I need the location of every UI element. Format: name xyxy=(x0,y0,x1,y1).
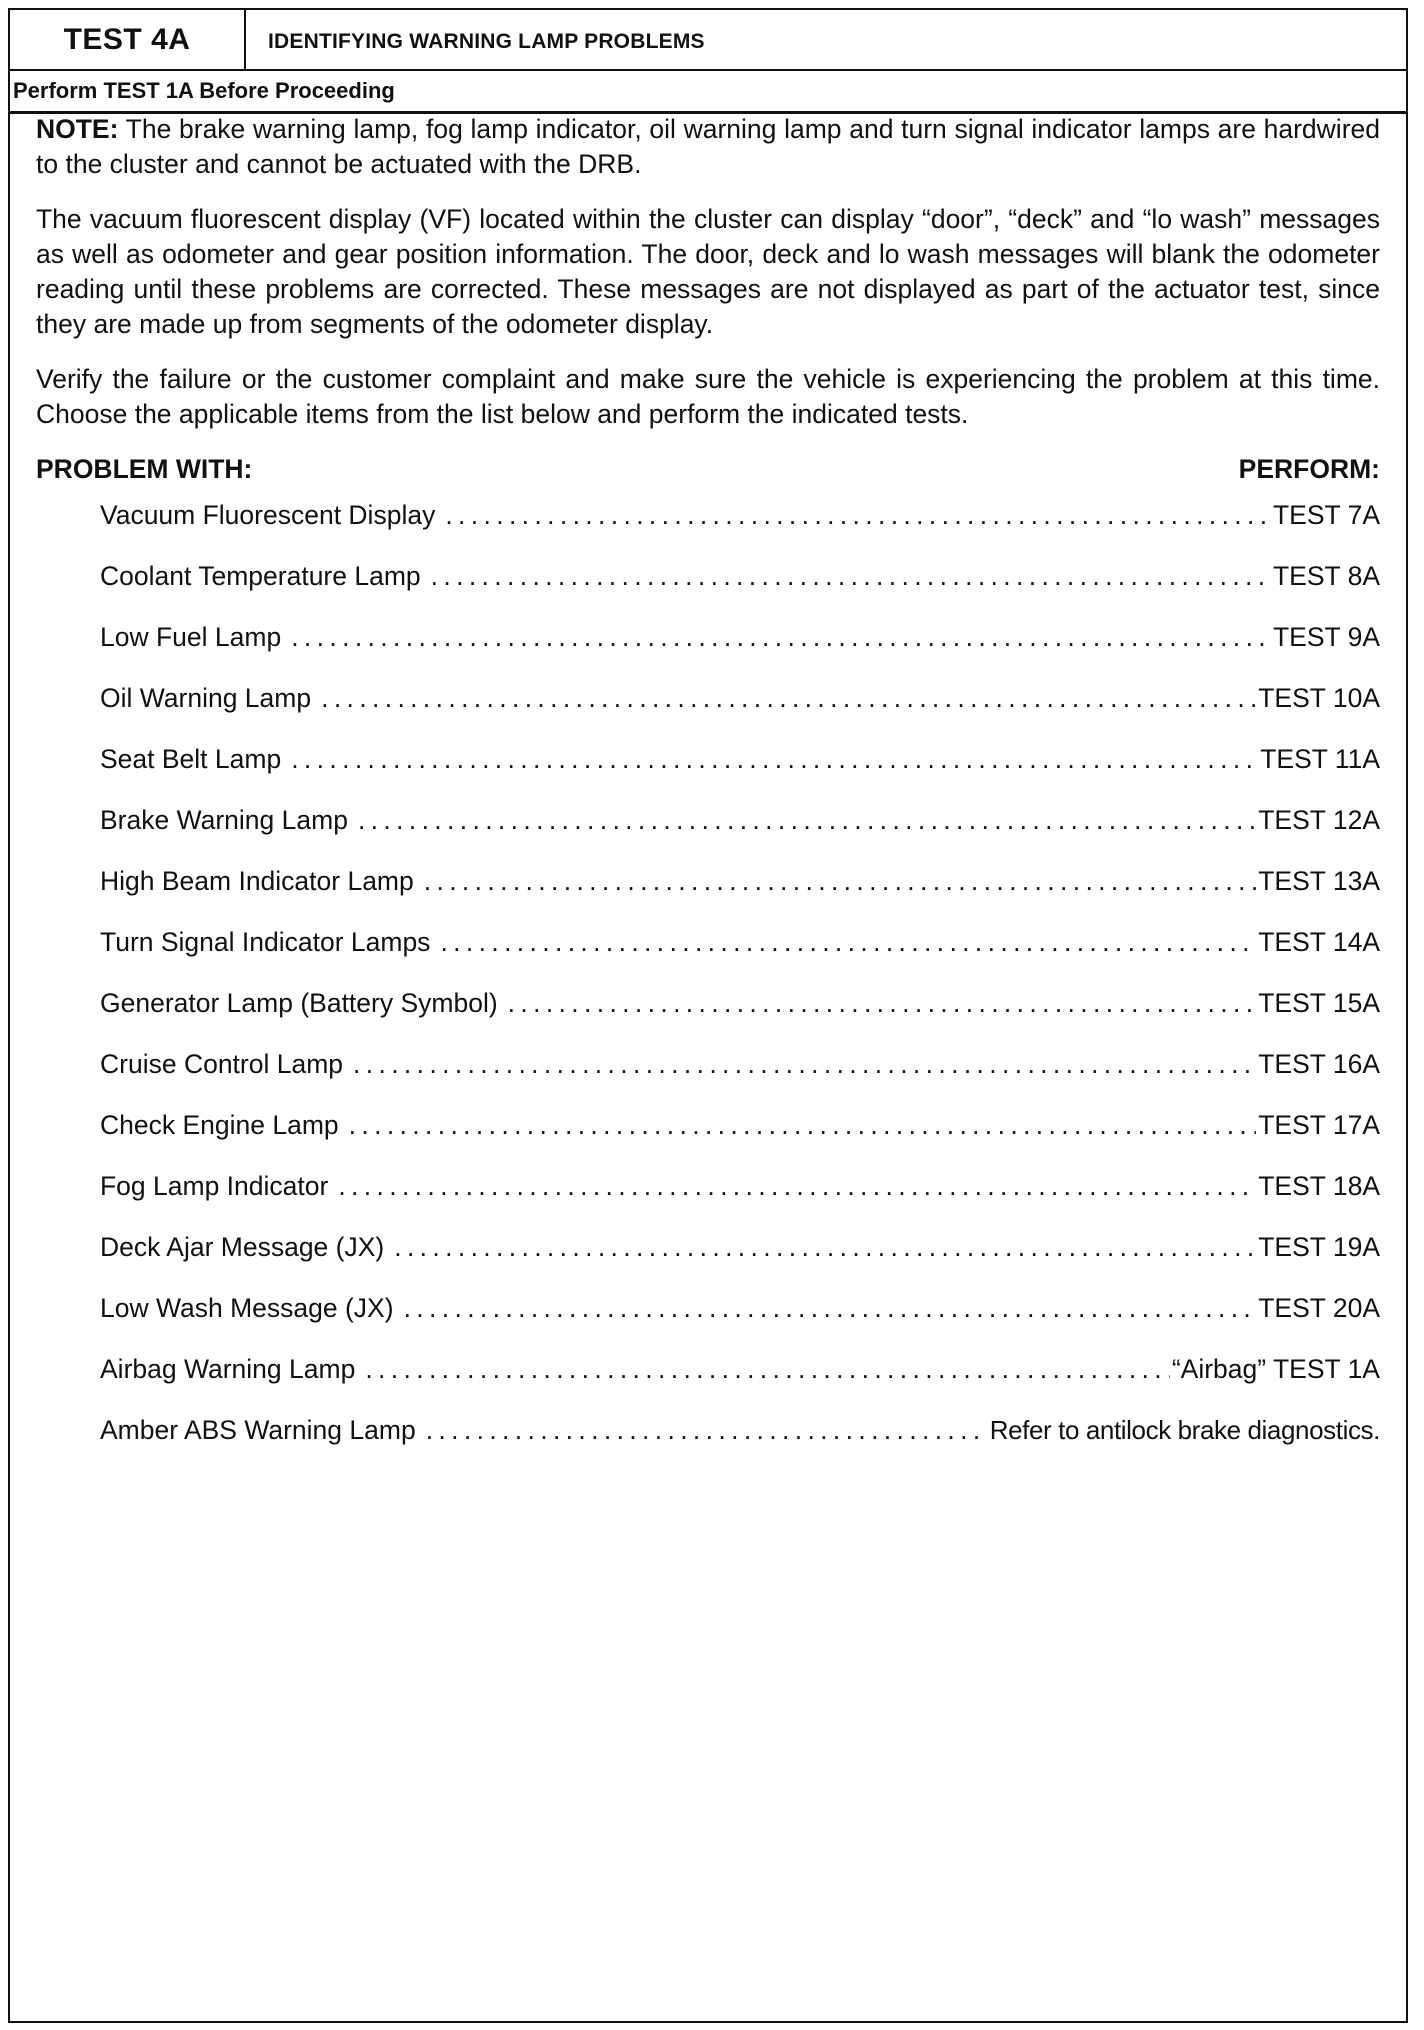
perform-test: “Airbag” TEST 1A xyxy=(1171,1354,1380,1384)
perform-test: Refer to antilock brake diagnostics. xyxy=(989,1415,1380,1445)
problem-label: Deck Ajar Message (JX) xyxy=(100,1232,385,1262)
dot-leader xyxy=(445,498,1271,533)
dot-leader xyxy=(291,620,1271,655)
problem-label: Generator Lamp (Battery Symbol) xyxy=(100,988,498,1018)
perform-test: TEST 11A xyxy=(1260,744,1380,774)
problem-label: Oil Warning Lamp xyxy=(100,683,312,713)
problem-label: Vacuum Fluorescent Display xyxy=(100,500,436,530)
note-paragraph xyxy=(36,112,1380,182)
header-row xyxy=(10,10,1406,71)
dot-leader xyxy=(404,1291,1257,1326)
problem-list xyxy=(36,498,1380,1474)
problem-label: Coolant Temperature Lamp xyxy=(100,561,421,591)
dot-leader xyxy=(321,681,1256,716)
problem-column-heading: PROBLEM WITH: xyxy=(36,454,253,484)
verify-paragraph: Verify the failure or the customer complaint and make sure the vehicle is experiencing the problem at this time. Choose the applicable items from the list below and perform the indicated tests. xyxy=(36,364,1380,429)
problem-label: Fog Lamp Indicator xyxy=(100,1171,329,1201)
list-item xyxy=(36,1230,1380,1291)
list-header xyxy=(36,452,1380,492)
dot-leader xyxy=(338,1169,1256,1204)
list-item xyxy=(36,1352,1380,1413)
list-item xyxy=(36,1413,1380,1474)
note-label: NOTE: xyxy=(36,114,119,144)
perform-column-heading: PERFORM: xyxy=(1238,454,1380,484)
perform-test: TEST 10A xyxy=(1258,683,1380,713)
perform-test: TEST 17A xyxy=(1258,1110,1380,1140)
dot-leader xyxy=(440,925,1256,960)
perform-test: TEST 8A xyxy=(1272,561,1380,591)
dot-leader xyxy=(349,1108,1257,1143)
problem-label: Amber ABS Warning Lamp xyxy=(100,1415,416,1445)
perform-test: TEST 19A xyxy=(1258,1232,1380,1262)
perform-test: TEST 7A xyxy=(1272,500,1380,530)
list-item xyxy=(36,925,1380,986)
dot-leader xyxy=(358,803,1256,838)
perform-test: TEST 13A xyxy=(1258,866,1380,896)
perform-test: TEST 16A xyxy=(1258,1049,1380,1079)
prerequisite-row xyxy=(10,71,1406,114)
dot-leader xyxy=(508,986,1257,1021)
content xyxy=(36,112,1380,1474)
dot-leader xyxy=(424,864,1256,899)
list-item xyxy=(36,498,1380,559)
problem-label: Check Engine Lamp xyxy=(100,1110,339,1140)
prerequisite-text: Perform TEST 1A Before Proceeding xyxy=(13,78,395,103)
dot-leader xyxy=(365,1352,1170,1387)
perform-test: TEST 9A xyxy=(1272,622,1380,652)
list-item xyxy=(36,559,1380,620)
problem-label: Low Fuel Lamp xyxy=(100,622,282,652)
dot-leader xyxy=(394,1230,1256,1265)
list-item xyxy=(36,864,1380,925)
list-item xyxy=(36,681,1380,742)
note-text: The brake warning lamp, fog lamp indicator, oil warning lamp and turn signal indicator lamps are hardwired to the cluster and cannot be actuated with the DRB. xyxy=(36,114,1380,179)
dot-leader xyxy=(431,559,1271,594)
dot-leader xyxy=(426,1413,988,1448)
list-item xyxy=(36,1169,1380,1230)
list-item xyxy=(36,1108,1380,1169)
perform-test: TEST 14A xyxy=(1258,927,1380,957)
test-title: IDENTIFYING WARNING LAMP PROBLEMS xyxy=(268,30,705,53)
list-item xyxy=(36,620,1380,681)
list-item xyxy=(36,742,1380,803)
list-item xyxy=(36,1047,1380,1108)
dot-leader xyxy=(291,742,1258,777)
test-id: TEST 4A xyxy=(10,10,246,69)
perform-test: TEST 15A xyxy=(1258,988,1380,1018)
problem-label: Low Wash Message (JX) xyxy=(100,1293,394,1323)
problem-label: Seat Belt Lamp xyxy=(100,744,282,774)
list-item xyxy=(36,1291,1380,1352)
problem-label: Airbag Warning Lamp xyxy=(100,1354,356,1384)
list-item xyxy=(36,986,1380,1047)
problem-label: Brake Warning Lamp xyxy=(100,805,348,835)
list-item xyxy=(36,803,1380,864)
dot-leader xyxy=(353,1047,1256,1082)
perform-test: TEST 12A xyxy=(1258,805,1380,835)
perform-test: TEST 20A xyxy=(1258,1293,1380,1323)
problem-label: Turn Signal Indicator Lamps xyxy=(100,927,431,957)
vf-paragraph: The vacuum fluorescent display (VF) located within the cluster can display “door”, “deck” and “lo wash” messages as well as odometer and gear position information. The door, deck and lo wash messages will blank the odometer reading until these problems are corrected. These messages are not displayed as part of the actuator test, since they are made up from segments of the odometer display. xyxy=(36,204,1380,339)
problem-label: High Beam Indicator Lamp xyxy=(100,866,414,896)
problem-label: Cruise Control Lamp xyxy=(100,1049,344,1079)
perform-test: TEST 18A xyxy=(1258,1171,1380,1201)
